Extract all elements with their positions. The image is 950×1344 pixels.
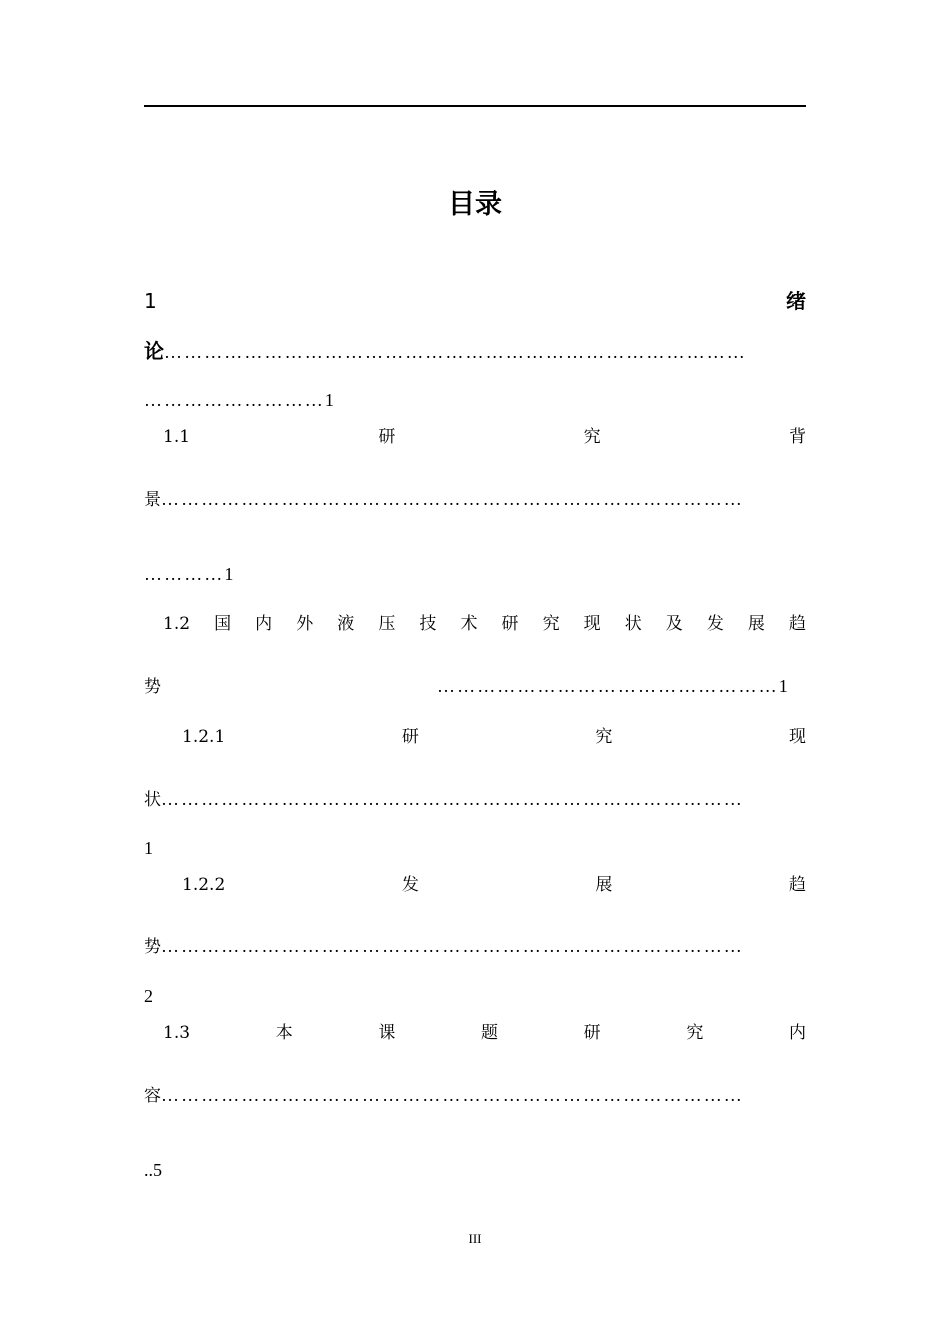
toc-entry-1-3-char: 题 xyxy=(481,1023,499,1043)
toc-entry-1-2-char: 究 xyxy=(542,614,560,634)
toc-entry-1-2-2-line1[interactable] xyxy=(182,870,806,900)
toc-entry-1-page: 1 xyxy=(324,390,334,410)
toc-entry-1-2-char: 发 xyxy=(706,614,724,634)
toc-entry-1-2-char: 技 xyxy=(419,614,437,634)
toc-entry-1-2-char: 状 xyxy=(624,614,642,634)
toc-entry-1-3-char: 本 xyxy=(275,1023,293,1043)
toc-entry-1-1-line3[interactable] xyxy=(144,559,806,589)
toc-entry-1-2-1-line3[interactable] xyxy=(144,833,806,863)
toc-entry-1-2-line2[interactable] xyxy=(144,671,806,701)
toc-entry-1-3-char: 课 xyxy=(378,1023,396,1043)
toc-entry-1-2-2-leader: …………………………………………………………………………… xyxy=(161,936,744,956)
toc-entry-1-2-char: 趋 xyxy=(788,614,806,634)
toc-entry-1-2-char: 液 xyxy=(337,614,355,634)
toc-entry-1-1-line2[interactable] xyxy=(144,484,806,514)
toc-entry-1-1-char: 究 xyxy=(583,427,601,447)
toc-entry-1-2-1-char: 现 xyxy=(789,727,806,747)
toc-entry-1-2-2-char: 势 xyxy=(144,937,161,957)
toc-entry-1-2-1-number: 1.2.1 xyxy=(182,727,226,747)
toc-entry-1-3-char: 究 xyxy=(686,1023,704,1043)
toc-entry-1-2-char: 展 xyxy=(747,614,765,634)
toc-entry-1-2-char: 及 xyxy=(665,614,683,634)
toc-entry-1-2-1-char: 研 xyxy=(401,727,419,747)
toc-entry-1-2-char: 势 xyxy=(144,677,161,697)
toc-entry-1-3-page: ..5 xyxy=(144,1160,162,1180)
toc-entry-1-2-char: 外 xyxy=(296,614,314,634)
toc-entry-1-3-line2[interactable] xyxy=(144,1080,806,1110)
toc-entry-1-2-line1[interactable] xyxy=(163,609,806,639)
toc-entry-1-2-2-char: 发 xyxy=(401,875,419,895)
toc-entry-1-3-char: 容 xyxy=(144,1086,161,1106)
toc-entry-1-2-page: 1 xyxy=(778,676,788,696)
toc-entry-1-2-char: 压 xyxy=(378,614,396,634)
toc-entry-1-2-1-page: 1 xyxy=(144,838,153,858)
toc-entry-1-line2[interactable] xyxy=(144,336,806,366)
toc-entry-1-2-1-char: 状 xyxy=(144,790,161,810)
toc-entry-1-2-1-line1[interactable] xyxy=(182,722,806,752)
toc-entry-1-2-2-char: 趋 xyxy=(789,875,806,895)
toc-entry-1-2-char: 国 xyxy=(214,614,232,634)
toc-entry-1-2-1-char: 究 xyxy=(595,727,613,747)
toc-entry-1-2-char: 研 xyxy=(501,614,519,634)
toc-entry-1-3-leader: …………………………………………………………………………… xyxy=(161,1085,744,1105)
toc-entry-1-2-char: 内 xyxy=(255,614,273,634)
toc-entry-1-2-1-leader: …………………………………………………………………………… xyxy=(161,789,744,809)
toc-entry-1-3-char: 内 xyxy=(788,1023,806,1043)
toc-entry-1-2-2-number: 1.2.2 xyxy=(182,875,226,895)
toc-entry-1-1-leader-cont: ………… xyxy=(144,564,225,584)
toc-entry-1-2-2-line3[interactable] xyxy=(144,981,806,1011)
toc-entry-1-number: 1 xyxy=(144,289,157,313)
toc-entry-1-title-start: 绪 xyxy=(786,289,806,313)
toc-entry-1-3-line1[interactable] xyxy=(163,1018,806,1048)
toc-entry-1-3-char: 研 xyxy=(583,1023,601,1043)
toc-entry-1-2-2-page: 2 xyxy=(144,986,153,1006)
header-rule xyxy=(144,105,806,107)
toc-entry-1-1-number: 1.1 xyxy=(163,427,191,447)
toc-entry-1-2-leader: …………………………………………… xyxy=(437,676,779,696)
toc-entry-1-1-line1[interactable] xyxy=(163,422,806,452)
toc-entry-1-line3[interactable] xyxy=(144,385,806,415)
page-number: III xyxy=(468,1231,482,1246)
toc-entry-1-1-leader: …………………………………………………………………………… xyxy=(161,489,744,509)
toc-entry-1-line1[interactable] xyxy=(144,286,806,316)
toc-entry-1-3-line3[interactable] xyxy=(144,1155,806,1185)
toc-entry-1-1-char: 景 xyxy=(144,490,161,510)
toc-entry-1-2-2-char: 展 xyxy=(595,875,613,895)
toc-entry-1-2-number: 1.2 xyxy=(163,614,191,634)
toc-entry-1-2-char: 现 xyxy=(583,614,601,634)
toc-entry-1-leader: …………………………………………………………………………… xyxy=(164,342,747,362)
toc-entry-1-leader-cont: ……………………… xyxy=(144,390,325,410)
toc-entry-1-1-char: 研 xyxy=(378,427,396,447)
toc-entry-1-1-char: 背 xyxy=(788,427,806,447)
toc-entry-1-2-2-line2[interactable] xyxy=(144,931,806,961)
toc-entry-1-2-char: 术 xyxy=(460,614,478,634)
toc-entry-1-2-1-line2[interactable] xyxy=(144,784,806,814)
toc-entry-1-title-end: 论 xyxy=(144,339,164,363)
toc-entry-1-3-number: 1.3 xyxy=(163,1023,191,1043)
page-title: 目录 xyxy=(448,189,502,220)
toc-entry-1-1-page: 1 xyxy=(224,564,234,584)
